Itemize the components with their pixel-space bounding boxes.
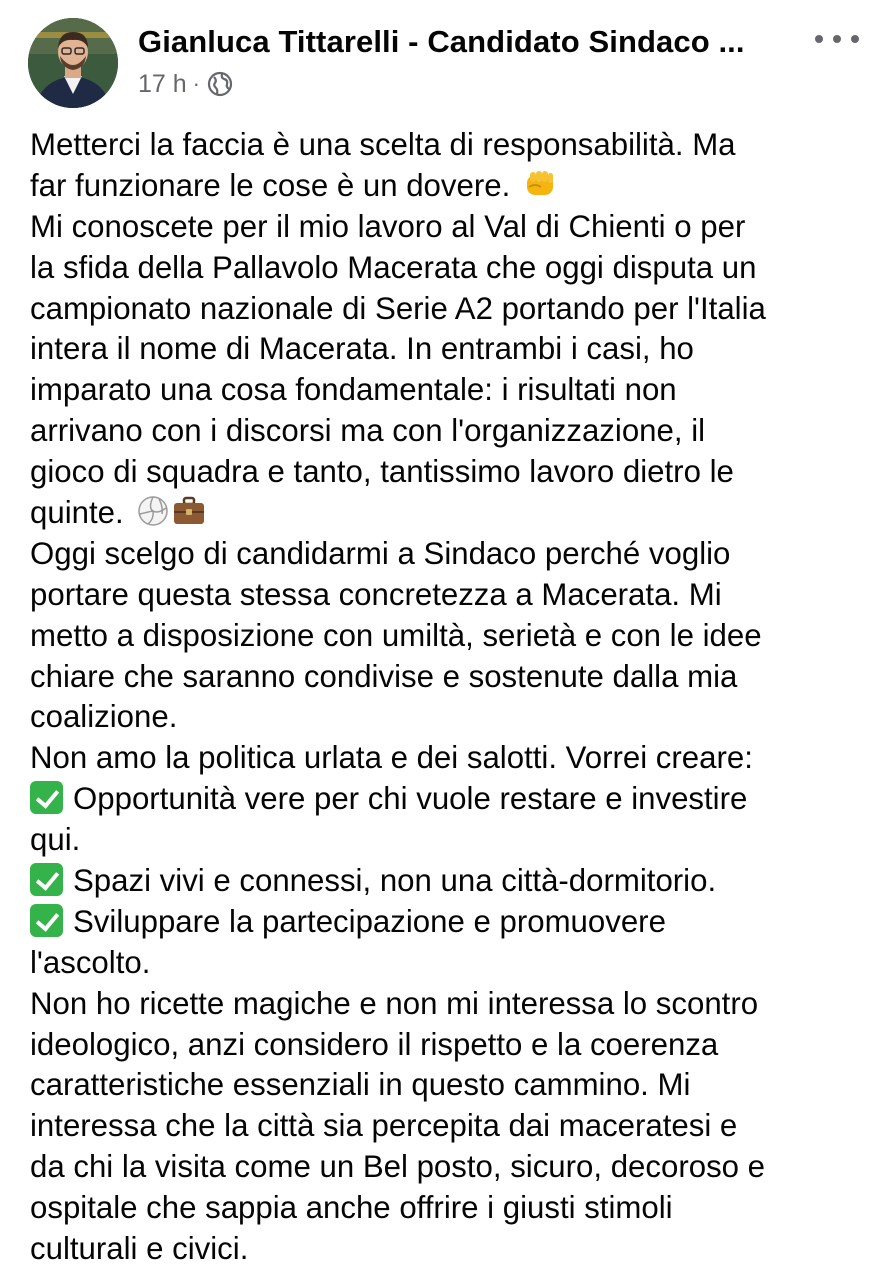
post-line xyxy=(30,493,870,534)
post-line xyxy=(30,452,870,493)
line-text: caratteristiche essenziali in questo cammino. Mi xyxy=(30,1067,691,1103)
post-line xyxy=(30,1065,870,1106)
line-text: la sfida della Pallavolo Macerata che oggi disputa un xyxy=(30,249,757,285)
line-text: interessa che la città sia percepita dai maceratesi e xyxy=(30,1108,738,1144)
line-text: quinte. xyxy=(30,495,124,531)
post-line xyxy=(30,820,870,861)
line-text: qui. xyxy=(30,822,81,858)
post-line xyxy=(30,697,870,738)
post-line xyxy=(30,329,870,370)
line-text: Metterci la faccia è una scelta di responsabilità. Ma xyxy=(30,127,736,162)
post-line xyxy=(30,1229,870,1270)
line-text: Mi conoscete per il mio lavoro al Val di Chienti o per xyxy=(30,208,746,244)
briefcase-emoji xyxy=(172,494,206,528)
line-text: l'ascolto. xyxy=(30,944,151,980)
post-line xyxy=(30,248,870,289)
oncoming-fist-emoji xyxy=(523,167,557,201)
post-line xyxy=(30,1025,870,1066)
post-line xyxy=(30,861,870,902)
line-text: coalizione. xyxy=(30,699,178,735)
post-header xyxy=(0,0,887,120)
post-line xyxy=(30,575,870,616)
post-line xyxy=(30,779,870,820)
line-text: chiare che saranno condivise e sostenute dalla mia xyxy=(30,658,738,694)
post-line xyxy=(30,902,870,943)
post-line xyxy=(30,534,870,575)
post-line xyxy=(30,738,870,779)
post-line xyxy=(30,411,870,452)
post-timestamp[interactable]: 17 h xyxy=(138,69,187,98)
line-text: Non ho ricette magiche e non mi interessa lo scontro xyxy=(30,985,759,1021)
line-text: intera il nome di Macerata. In entrambi i casi, ho xyxy=(30,331,694,367)
line-text: imparato una cosa fondamentale: i risultati non xyxy=(30,372,677,408)
more-options-icon[interactable] xyxy=(815,24,859,54)
dot-icon xyxy=(833,35,841,43)
line-text: far funzionare le cose è un dovere. xyxy=(30,167,511,203)
author-name[interactable]: Gianluca Tittarelli - Candidato Sindaco ... xyxy=(138,24,745,59)
meta-separator: · xyxy=(192,71,200,96)
post-line xyxy=(30,207,870,248)
line-text: ospitale che sappia anche offrire i giusti stimoli xyxy=(30,1190,673,1226)
post-meta xyxy=(138,68,233,100)
post-line xyxy=(30,1147,870,1188)
check-mark-button-emoji xyxy=(30,863,63,896)
post-line xyxy=(30,289,870,330)
line-text: Spazi vivi e connessi, non una città-dormitorio. xyxy=(73,863,717,899)
line-text: Opportunità vere per chi vuole restare e investire xyxy=(73,781,748,817)
post-line xyxy=(30,657,870,698)
post-line xyxy=(30,370,870,411)
line-text: Oggi scelgo di candidarmi a Sindaco perché voglio xyxy=(30,535,731,571)
post-line xyxy=(30,166,870,207)
line-text: culturali e civici. xyxy=(30,1231,249,1267)
post-line xyxy=(30,1106,870,1147)
line-text: da chi la visita come un Bel posto, sicuro, decoroso e xyxy=(30,1149,766,1185)
post-line xyxy=(30,125,870,166)
line-text: portare questa stessa concretezza a Macerata. Mi xyxy=(30,576,722,612)
dot-icon xyxy=(815,35,823,43)
avatar[interactable] xyxy=(28,18,118,108)
line-text: metto a disposizione con umiltà, serietà e con le idee xyxy=(30,617,762,653)
line-text: campionato nazionale di Serie A2 portando per l'Italia xyxy=(30,290,766,326)
line-text: Non amo la politica urlata e dei salotti. Vorrei creare: xyxy=(30,740,753,776)
line-text: arrivano con i discorsi ma con l'organizzazione, il xyxy=(30,413,706,449)
line-text: ideologico, anzi considero il rispetto e la coerenza xyxy=(30,1026,719,1062)
post-line xyxy=(30,616,870,657)
line-text: Sviluppare la partecipazione e promuovere xyxy=(73,903,666,939)
post-line xyxy=(30,1188,870,1229)
dot-icon xyxy=(851,35,859,43)
volleyball-emoji xyxy=(136,494,170,528)
post-line xyxy=(30,943,870,984)
post-line xyxy=(30,984,870,1025)
check-mark-button-emoji xyxy=(30,781,63,814)
globe-icon[interactable] xyxy=(207,71,233,97)
post-body xyxy=(30,125,870,1270)
check-mark-button-emoji xyxy=(30,904,63,937)
line-text: gioco di squadra e tanto, tantissimo lavoro dietro le xyxy=(30,454,734,490)
